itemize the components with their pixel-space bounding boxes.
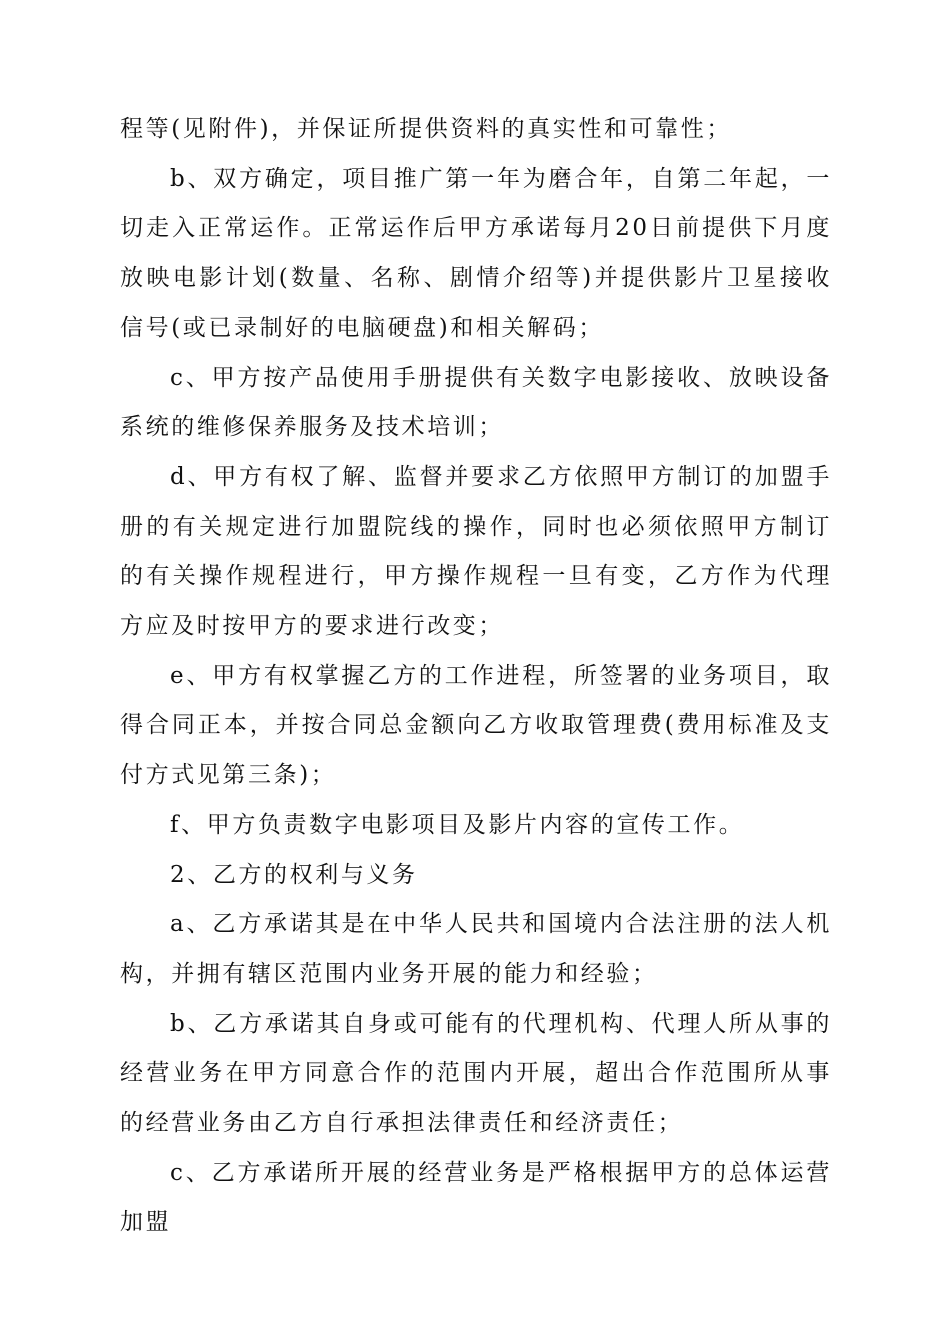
paragraph-item-b-project-term: b、双方确定，项目推广第一年为磨合年，自第二年起，一切走入正常运作。正常运作后甲方承诺每月20日前提供下月度放映电影计划(数量、名称、剧情介绍等)并提供影片卫星接收信号(或已录制好的电脑硬盘)和相关解码；: [120, 165, 832, 341]
paragraph-item-a-legal-entity: a、乙方承诺其是在中华人民共和国境内合法注册的法人机构，并拥有辖区范围内业务开展的能力和经验；: [120, 911, 832, 987]
document-body: [120, 105, 832, 1248]
paragraph-item-d-supervision: d、甲方有权了解、监督并要求乙方依照甲方制订的加盟手册的有关规定进行加盟院线的操作，同时也必须依照甲方制订的有关操作规程进行，甲方操作规程一旦有变，乙方作为代理方应及时按甲方的要求进行改变；: [120, 463, 832, 640]
paragraph-item-f-promotion: f、甲方负责数字电影项目及影片内容的宣传工作。: [170, 811, 745, 838]
paragraph-item-b-business-scope: b、乙方承诺其自身或可能有的代理机构、代理人所从事的经营业务在甲方同意合作的范围内开展，超出合作范围所从事的经营业务由乙方自行承担法律责任和经济责任；: [120, 1010, 832, 1137]
paragraph-item-e-management-fee: e、甲方有权掌握乙方的工作进程，所签署的业务项目，取得合同正本，并按合同总金额向乙方收取管理费(费用标准及支付方式见第三条)；: [120, 662, 832, 789]
paragraph-item-c-operations: c、乙方承诺所开展的经营业务是严格根据甲方的总体运营加盟: [120, 1159, 832, 1236]
section-heading-party-b-rights: 2、乙方的权利与义务: [170, 861, 418, 888]
paragraph-item-c-maintenance: c、甲方按产品使用手册提供有关数字电影接收、放映设备系统的维修保养服务及技术培训；: [120, 364, 832, 441]
paragraph-continuation: 程等(见附件)，并保证所提供资料的真实性和可靠性；: [120, 116, 732, 142]
